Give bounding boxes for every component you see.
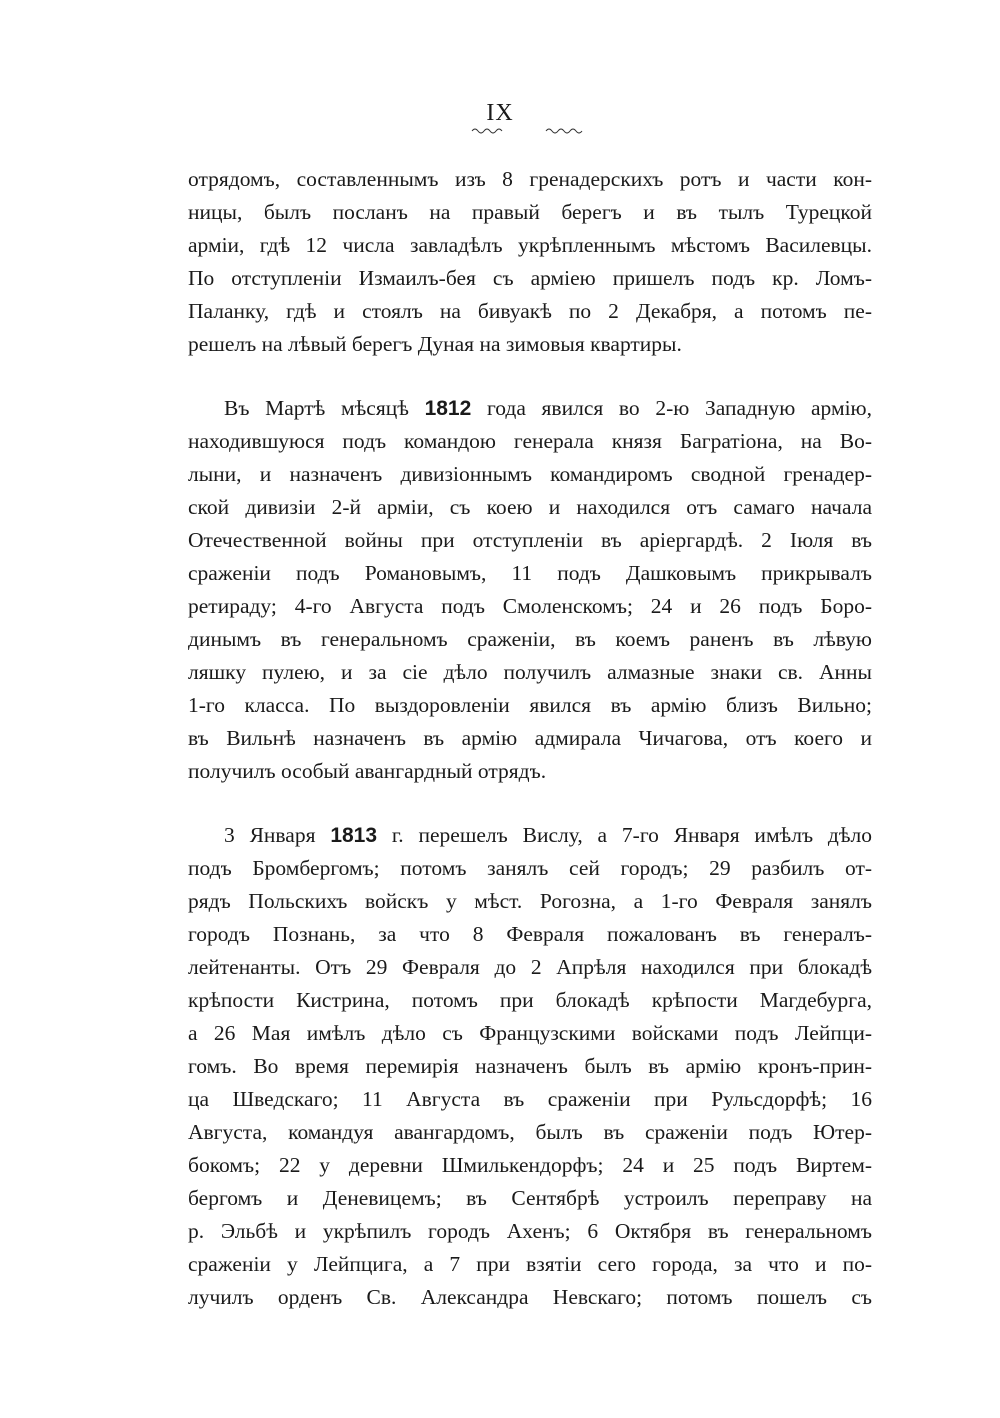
year: 1812 — [424, 397, 472, 420]
text-segment: 3 Января — [224, 823, 331, 847]
page-number: IX — [486, 100, 514, 126]
body-text — [188, 163, 872, 1314]
text-line: ляшку пулею, и за сіе дѣло получилъ алмазные знаки св. Анны — [188, 660, 872, 684]
text-line: арміи, гдѣ 12 числа завладѣлъ укрѣпленнымъ мѣстомъ Василевцы. — [188, 233, 872, 257]
text-line: динымъ въ генеральномъ сраженіи, въ коемъ раненъ въ лѣвую — [188, 627, 872, 651]
paragraph-1 — [188, 163, 872, 361]
header-ornament — [470, 125, 590, 135]
text-line: бокомъ; 22 у деревни Шмилькендорфъ; 24 и 25 подъ Виртем- — [188, 1153, 872, 1177]
text-line: сраженіи подъ Романовымъ, 11 подъ Дашковымъ прикрывалъ — [188, 561, 872, 585]
text-line-first — [188, 392, 872, 425]
text-line: въ Вильнѣ назначенъ въ армію адмирала Чичагова, отъ коего и — [188, 726, 872, 750]
text-line: лейтенанты. Отъ 29 Февраля до 2 Апрѣля находился при блокадѣ — [188, 955, 872, 979]
text-line: подъ Бромбергомъ; потомъ занялъ сей городъ; 29 разбилъ от- — [188, 856, 872, 880]
paragraph-2 — [188, 392, 872, 788]
year: 1813 — [330, 824, 378, 847]
text-segment: Въ Мартѣ мѣсяцѣ — [224, 396, 425, 420]
text-line: р. Эльбѣ и укрѣпилъ городъ Ахенъ; 6 Октября въ генеральномъ — [188, 1219, 872, 1243]
text-line: рядъ Польскихъ войскъ у мѣст. Рогозна, а 1-го Февраля занялъ — [188, 889, 872, 913]
text-line: решелъ на лѣвый берегъ Дуная на зимовыя квартиры. — [188, 332, 682, 356]
text-line: Отечественной войны при отступленіи въ аріергардѣ. 2 Іюля въ — [188, 528, 872, 552]
text-line: получилъ особый авангардный отрядъ. — [188, 759, 547, 783]
text-line: городъ Познань, за что 8 Февраля пожалованъ въ генералъ- — [188, 922, 872, 946]
text-line: Паланку, гдѣ и стоялъ на бивуакѣ по 2 Декабря, а потомъ пе- — [188, 299, 872, 323]
text-line: сраженіи у Лейпцига, а 7 при взятіи сего города, за что и по- — [188, 1252, 872, 1276]
text-line: ца Шведскаго; 11 Августа въ сраженіи при Рульсдорфѣ; 16 — [188, 1087, 872, 1111]
text-line: 1-го класса. По выздоровленіи явился въ армію близъ Вильно; — [188, 693, 872, 717]
text-line: а 26 Мая имѣлъ дѣло съ Французскими войсками подъ Лейпци- — [188, 1021, 872, 1045]
text-line: ретираду; 4-го Августа подъ Смоленскомъ; 24 и 26 подъ Боро- — [188, 594, 872, 618]
text-line: Августа, командуя авангардомъ, былъ въ сраженіи подъ Ютер- — [188, 1120, 872, 1144]
paragraph-3 — [188, 819, 872, 1314]
text-line: лыни, и назначенъ дивизіоннымъ командиромъ сводной гренадер- — [188, 462, 872, 486]
text-segment: года явился во 2-ю Западную армію, — [471, 396, 872, 420]
text-line: отрядомъ, составленнымъ изъ 8 гренадерскихъ ротъ и части кон- — [188, 167, 872, 191]
text-segment: г. перешелъ Вислу, а 7-го Января имѣлъ дѣло — [377, 823, 872, 847]
text-line: По отступленіи Измаилъ-бея съ арміею пришелъ подъ кр. Ломъ- — [188, 266, 872, 290]
text-line: бергомъ и Деневицемъ; въ Сентябрѣ устроилъ переправу на — [188, 1186, 872, 1210]
text-line: ской дивизіи 2-й арміи, съ коею и находился отъ самаго начала — [188, 495, 872, 519]
text-line: лучилъ орденъ Св. Александра Невскаго; потомъ пошелъ съ — [188, 1285, 872, 1309]
text-line: гомъ. Во время перемирія назначенъ былъ въ армію кронъ-прин- — [188, 1054, 872, 1078]
text-line-first — [188, 819, 872, 852]
text-line: крѣпости Кистрина, потомъ при блокадѣ крѣпости Магдебурга, — [188, 988, 872, 1012]
text-line: находившуюся подъ командою генерала князя Багратіона, на Во- — [188, 429, 872, 453]
page-header — [0, 100, 1000, 127]
text-line: ницы, былъ посланъ на правый берегъ и въ тылъ Турецкой — [188, 200, 872, 224]
